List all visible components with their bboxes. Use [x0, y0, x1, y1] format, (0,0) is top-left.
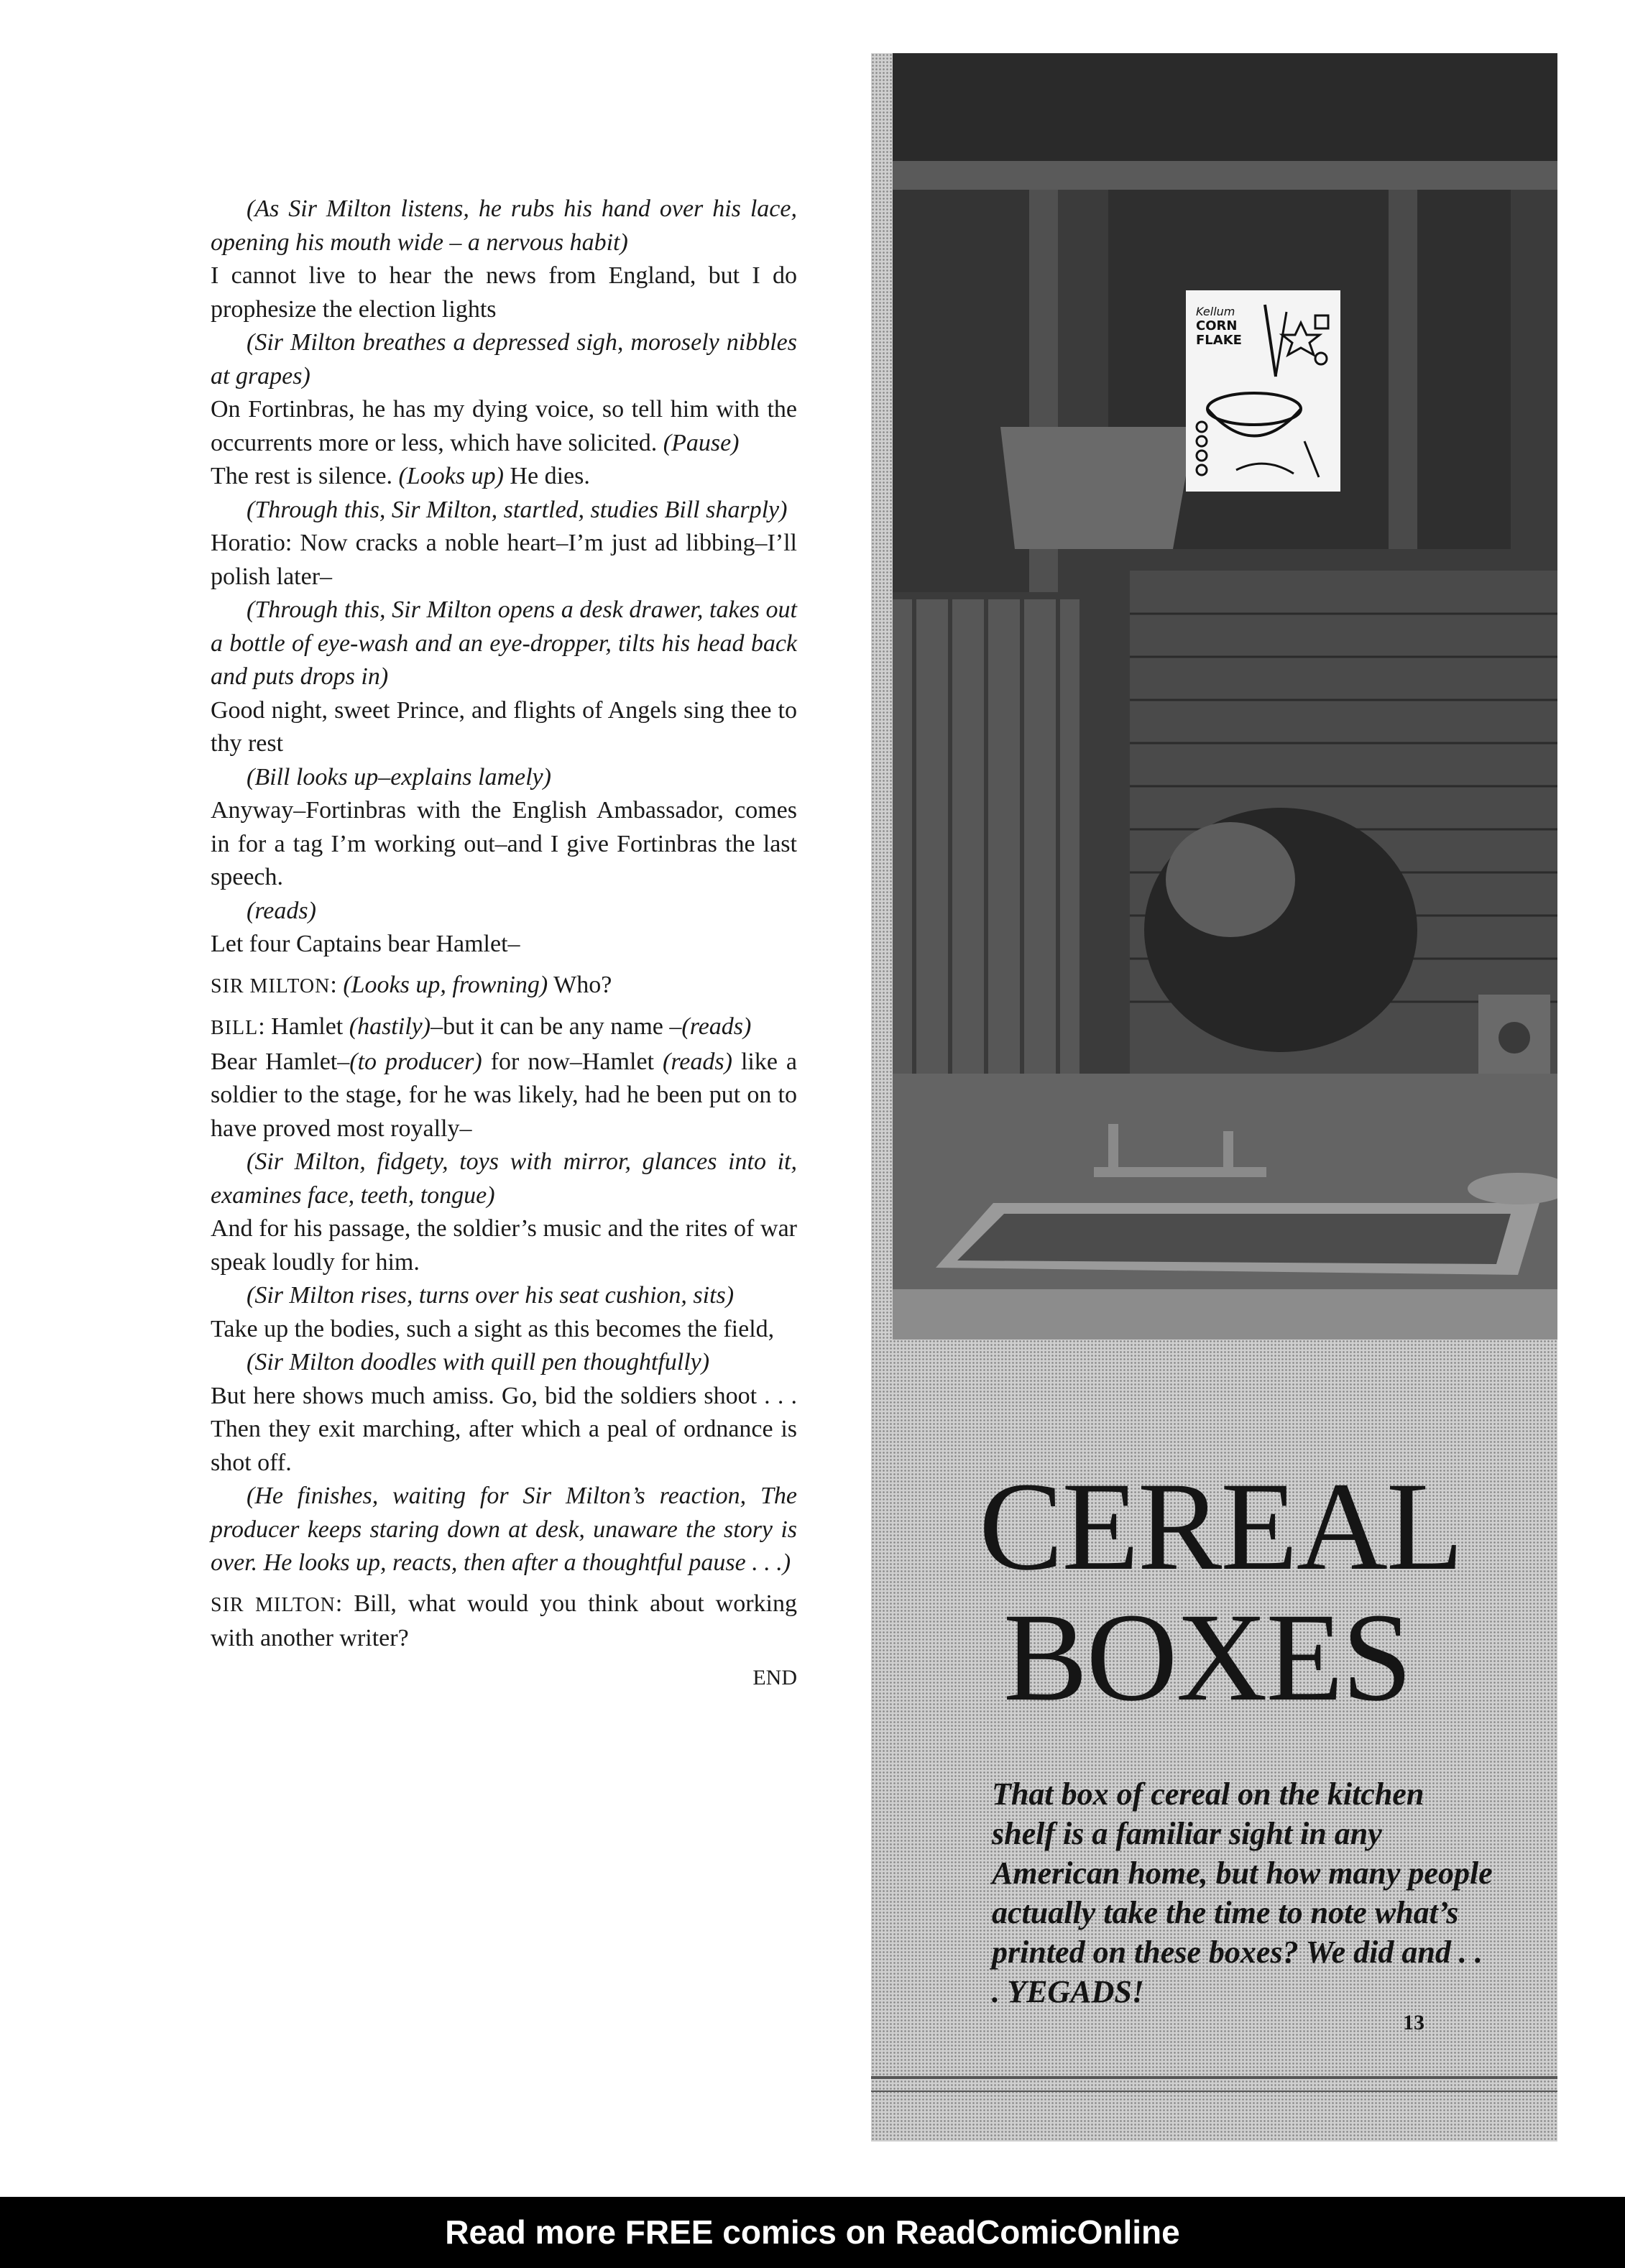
divider — [871, 2076, 1557, 2079]
cereal-box-brand-line: CORN — [1196, 318, 1238, 333]
dialogue-text: Bill, what would you think about working with another writer? — [211, 1590, 797, 1651]
dialogue-line: Take up the bodies, such a sight as this becomes the field, — [211, 1315, 775, 1342]
page-number: 13 — [1403, 2011, 1424, 2034]
inline-direction: (Pause) — [663, 429, 740, 456]
inline-direction: (reads) — [663, 1048, 732, 1075]
stage-direction: (He finishes, waiting for Sir Milton’s reaction, The producer keeps staring down at desk, unaware the story is over. He looks up, reacts, then after a thoughtful pause . . .) — [211, 1483, 797, 1576]
footer-banner[interactable] — [0, 2197, 1625, 2268]
cereal-box-brand-script: Kellum — [1196, 305, 1235, 318]
cereal-box-brand-line: FLAKE — [1196, 333, 1242, 348]
script-column — [211, 193, 797, 1695]
dialogue-line: And for his passage, the soldier’s music and the rites of war speak loudly for him. — [211, 1215, 797, 1276]
dialogue-text: On Fortinbras, he has my dying voice, so tell him with the occurrents more or less, which have solicited. — [211, 396, 797, 456]
magazine-scan — [871, 53, 1557, 2142]
dialogue-line: Good night, sweet Prince, and flights of Angels sing thee to thy rest — [211, 696, 797, 757]
dialogue-line — [211, 393, 797, 460]
speaker-name: SIR MILTON — [211, 974, 331, 997]
stage-direction: (Sir Milton doodles with quill pen thoughtfully) — [247, 1349, 710, 1375]
dialogue-line — [211, 1046, 797, 1146]
stage-direction: (reads) — [247, 897, 316, 924]
dialogue-text: Bear Hamlet– — [211, 1048, 350, 1075]
footer-link[interactable]: Read more FREE comics on ReadComicOnline — [445, 2213, 1180, 2251]
dialogue-text: Who? — [553, 971, 612, 998]
speaker-name: SIR MILTON — [211, 1593, 336, 1616]
ad-teaser: That box of cereal on the kitchen shelf is a familiar sight in any American home, but how many people actually take the time to note what’s printed on these boxes? We did and . . . YEGADS! — [992, 1776, 1493, 2009]
dialogue-line: Anyway–Fortinbras with the English Ambassador, comes in for a tag I’m working out–and I give Fortinbras the last speech. — [211, 797, 797, 890]
dialogue-line: I cannot live to hear the news from England, but I do prophesize the election lights — [211, 262, 797, 323]
cereal-box-art — [1186, 290, 1340, 492]
inline-direction: –(reads) — [669, 1013, 752, 1040]
inline-direction: (Looks up, frowning) — [343, 971, 548, 998]
dialogue-line: BILL: Hamlet (hastily)–but it can be any name –(reads) — [211, 1013, 752, 1040]
dialogue-line: SIR MILTON: (Looks up, frowning) Who? — [211, 971, 612, 998]
speaker-name: BILL — [211, 1017, 259, 1039]
dialogue-line — [211, 460, 797, 494]
dialogue-line: But here shows much amiss. Go, bid the soldiers shoot . . . Then they exit marching, after which a peal of ordnance is shot off. — [211, 1382, 797, 1476]
cereal-box-illustration — [1186, 290, 1340, 492]
kitchen-photo — [893, 53, 1557, 1340]
dialogue-text: –but it can be any name — [431, 1013, 663, 1040]
stage-direction: (Bill looks up–explains lamely) — [247, 763, 551, 790]
dialogue-text: He dies. — [510, 463, 590, 489]
stage-direction: (As Sir Milton listens, he rubs his hand over his lace, opening his mouth wide – a nervous habit) — [211, 195, 797, 256]
dialogue-line: SIR MILTON: Bill, what would you think about working with another writer? — [211, 1590, 797, 1651]
kitchen-photo-illustration — [893, 53, 1557, 1340]
stage-direction: (Sir Milton, fidgety, toys with mirror, glances into it, examines face, teeth, tongue) — [211, 1148, 797, 1209]
ad-headline — [979, 1457, 1554, 1728]
dialogue-text: The rest is silence. — [211, 463, 393, 489]
dialogue-text: for now–Hamlet — [490, 1048, 654, 1075]
end-marker: END — [752, 1665, 797, 1690]
dialogue-text: like a soldier to the stage, for he was likely, had he been put on to have proved most royally– — [211, 1048, 798, 1142]
divider — [871, 2090, 1557, 2092]
inline-direction: (to producer) — [349, 1048, 482, 1075]
stage-direction: (Sir Milton breathes a depressed sigh, morosely nibbles at grapes) — [211, 329, 797, 389]
stage-direction: (Through this, Sir Milton opens a desk drawer, takes out a bottle of eye-wash and an eye-dropper, tilts his head back and puts drops in) — [211, 596, 797, 690]
inline-direction: (hastily) — [349, 1013, 431, 1040]
stage-direction: (Through this, Sir Milton, startled, studies Bill sharply) — [247, 496, 788, 523]
stage-direction: (Sir Milton rises, turns over his seat cushion, sits) — [247, 1282, 735, 1309]
headline-line: CEREAL — [979, 1457, 1463, 1597]
dialogue-line: Let four Captains bear Hamlet– — [211, 931, 520, 957]
headline-line: BOXES — [1003, 1587, 1411, 1728]
inline-direction: (Looks up) — [398, 463, 504, 489]
dialogue-text: Hamlet — [271, 1013, 344, 1040]
dialogue-line: Horatio: Now cracks a noble heart–I’m just ad libbing–I’ll polish later– — [211, 530, 797, 590]
